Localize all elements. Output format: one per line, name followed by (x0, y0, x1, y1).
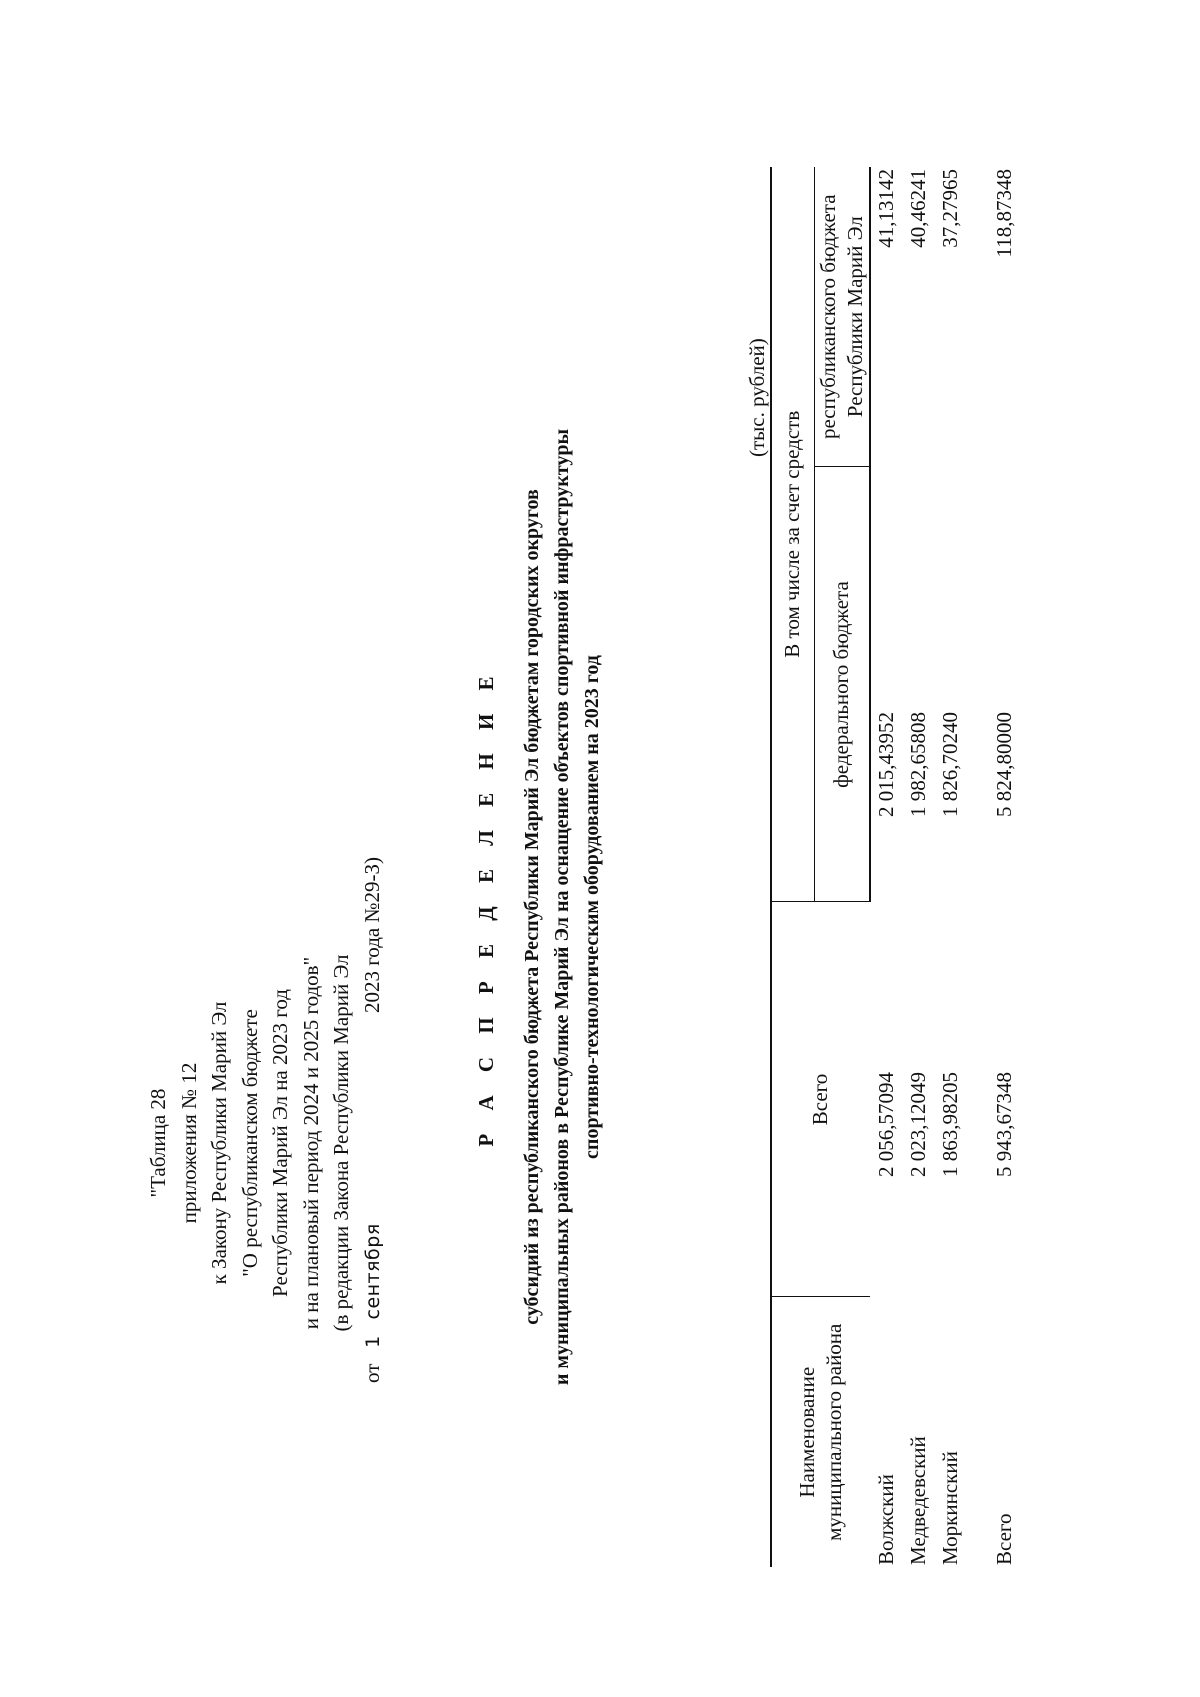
subtitle-line: субсидий из республиканского бюджета Республики Марий Эл бюджетам городских округов (521, 489, 543, 1325)
cell-total: 1 863,98205 (938, 1072, 962, 1177)
date-block (357, 1223, 389, 1383)
document-title (474, 247, 607, 1567)
table-row (935, 167, 967, 1567)
appendix-line: приложения № 12 (176, 1062, 201, 1224)
cell-republican: 37,27965 (938, 169, 962, 248)
appendix-date-line (357, 843, 389, 1443)
header-total: Всего (771, 902, 870, 1297)
subtitle-line: и муниципальных районов в Республике Марий Эл на оснащение объектов спортивной инфраструктуры (551, 428, 573, 1386)
cell-federal: 2 015,43952 (874, 712, 898, 817)
header-federal: федерального бюджета (814, 467, 870, 902)
date-prefix: от (359, 1363, 384, 1383)
header-name: Наименование муниципального района (771, 1297, 870, 1567)
cell-republican: 41,13142 (874, 169, 898, 248)
cell-name: Волжский (873, 1474, 898, 1565)
appendix-line: (в редакции Закона Республики Марий Эл (329, 954, 353, 1332)
cell-federal: 1 826,70240 (938, 712, 962, 817)
appendix-line: к Закону Республики Марий Эл (207, 1001, 231, 1285)
date-day: 1 (361, 1335, 384, 1348)
cell-total: 2 023,12049 (906, 1072, 930, 1177)
appendix-line: и на плановый период 2024 и 2025 годов" (298, 956, 323, 1330)
appendix-line: Республики Марий Эл на 2023 год (268, 989, 292, 1297)
distribution-table (770, 167, 1021, 1567)
header-republican: республиканского бюджета Республики Марий Эл (814, 167, 870, 467)
cell-name: Медведевский (906, 1436, 930, 1565)
table-row (870, 167, 903, 1567)
units-label: (тыс. рублей) (745, 338, 769, 457)
date-year-number: 2023 года №29-З) (359, 857, 384, 1014)
subtitle-line: спортивно-технологическим оборудованием на 2023 год (581, 655, 603, 1159)
cell-total: 5 943,67348 (992, 1072, 1016, 1177)
cell-name: Моркинский (938, 1451, 962, 1565)
appendix-line: "Таблица 28 (146, 1088, 170, 1198)
appendix-line: "О республиканском бюджете (237, 1009, 262, 1277)
cell-republican: 40,46241 (906, 169, 930, 248)
cell-federal: 5 824,80000 (992, 712, 1016, 817)
cell-republican: 118,87348 (992, 169, 1016, 258)
cell-federal: 1 982,65808 (906, 712, 930, 817)
appendix-reference (143, 843, 388, 1443)
title-subtitle (517, 247, 607, 1567)
cell-name: Всего (992, 1513, 1016, 1565)
title-heading: Р А С П Р Е Д Е Л Е Н И Е (474, 667, 498, 1147)
header-group: В том числе за счет средств (771, 167, 814, 902)
cell-total: 2 056,57094 (873, 1072, 898, 1177)
date-month: сентября (361, 1223, 384, 1320)
table-row (903, 167, 935, 1567)
totals-row (989, 167, 1021, 1567)
spacer-row (967, 167, 989, 1567)
